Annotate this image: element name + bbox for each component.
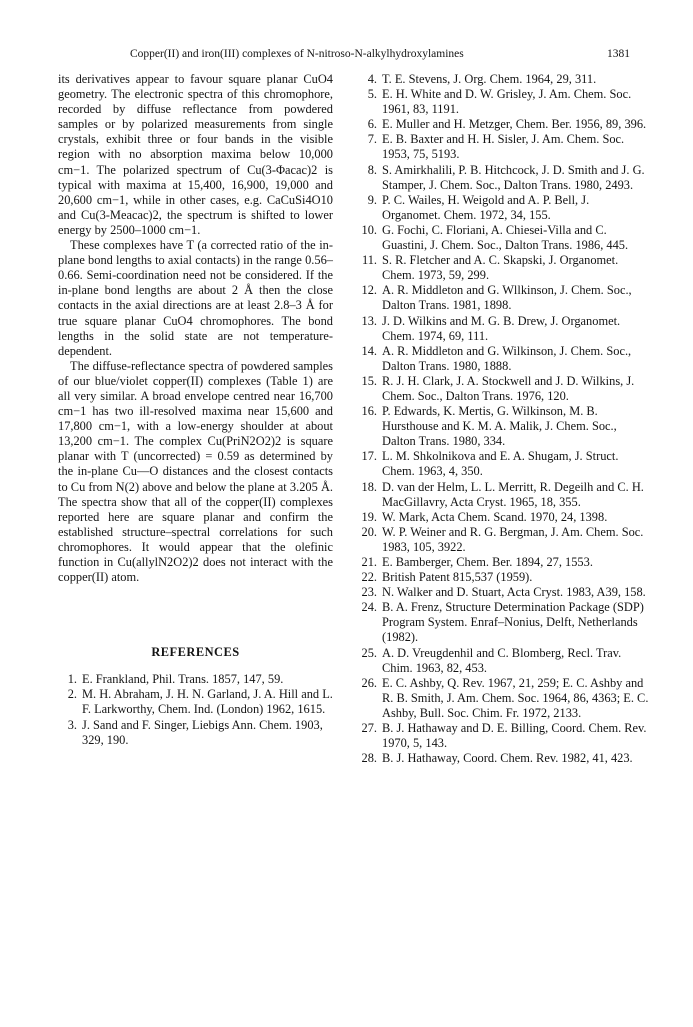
reference-item (358, 676, 650, 721)
reference-item (358, 600, 650, 645)
reference-item (358, 404, 650, 449)
reference-number: 21. (361, 555, 377, 569)
reference-text: W. P. Weiner and R. G. Bergman, J. Am. Chem. Soc. 1983, 105, 3922. (382, 524, 644, 554)
reference-number: 16. (361, 404, 377, 419)
reference-item (58, 687, 333, 717)
page-number: 1381 (607, 48, 630, 60)
reference-number: 11. (361, 253, 377, 268)
running-title: Copper(II) and iron(III) complexes of N-nitroso-N-alkylhydroxylamines (130, 48, 464, 60)
reference-text: B. J. Hathaway and D. E. Billing, Coord. Chem. Rev. 1970, 5, 143. (382, 721, 647, 751)
reference-text: J. Sand and F. Singer, Liebigs Ann. Chem. 1903, 329, 190. (82, 717, 323, 747)
reference-number: 20. (361, 524, 377, 539)
reference-item (358, 283, 650, 313)
reference-number: 4. (367, 72, 377, 86)
reference-item (358, 163, 650, 193)
reference-text: B. J. Hathaway, Coord. Chem. Rev. 1982, 41, 423. (382, 751, 633, 766)
reference-text: A. R. Middleton and G. Wilkinson, J. Chem. Soc., Dalton Trans. 1980, 1888. (382, 343, 632, 373)
reference-number: 27. (361, 721, 377, 736)
reference-item (358, 585, 650, 600)
reference-number: 13. (361, 313, 377, 328)
reference-text: E. Frankland, Phil. Trans. 1857, 147, 59. (82, 672, 284, 687)
reference-text: E. B. Baxter and H. H. Sisler, J. Am. Chem. Soc. 1953, 75, 5193. (382, 132, 625, 162)
reference-number: 18. (361, 479, 377, 494)
reference-text: E. Bamberger, Chem. Ber. 1894, 27, 1553. (382, 555, 593, 569)
left-column (58, 72, 333, 748)
reference-number: 6. (367, 117, 377, 132)
reference-item (58, 718, 333, 748)
reference-item (358, 223, 650, 253)
reference-text: T. E. Stevens, J. Org. Chem. 1964, 29, 311. (382, 72, 597, 86)
references-list-left (58, 672, 333, 747)
reference-text: S. R. Fletcher and A. C. Skapski, J. Organomet. Chem. 1973, 59, 299. (382, 253, 619, 283)
reference-number: 26. (361, 675, 377, 690)
reference-item (358, 72, 650, 87)
reference-text: A. R. Middleton and G. Wllkinson, J. Chem. Soc., Dalton Trans. 1981, 1898. (382, 283, 632, 313)
reference-number: 12. (361, 283, 377, 298)
reference-item (358, 480, 650, 510)
reference-text: B. A. Frenz, Structure Determination Package (SDP) Program System. Enraf–Nonius, Delft, Netherlands (1982). (382, 600, 644, 645)
reference-number: 19. (361, 509, 377, 524)
reference-number: 25. (361, 645, 377, 660)
body-paragraph: The diffuse-reflectance spectra of powdered samples of our blue/violet copper(II) complexes (Table 1) are all very similar. A broad envelope centred near 16,700 cm−1 has two ill-resolved maxima near 15,600 and 17,800 cm−1, with a low-energy shoulder at about 13,200 cm−1. The complex Cu(PriN2O2)2 is square planar with T (uncorrected) = 0.59 as determined by the in-plane Cu—O distances and the closest contacts to Cu from N(2) above and below the plane at 3.205 Å. The spectra show that all of the copper(II) complexes reported here are square planar and confirm the established structure–spectral correlations for such chromophores. It would appear that the olefinic function in Cu(allylN2O2)2 does not interact with the copper(II) atom. (58, 358, 333, 585)
reference-number: 22. (361, 570, 377, 585)
reference-text: D. van der Helm, L. L. Merritt, R. Degeilh and C. H. MacGillavry, Acta Cryst. 1965, 18, 355. (382, 479, 644, 509)
reference-number: 1. (67, 672, 77, 687)
reference-item (358, 721, 650, 751)
reference-item (358, 510, 650, 525)
reference-item (358, 253, 650, 283)
reference-text: P. C. Wailes, H. Weigold and A. P. Bell, J. Organomet. Chem. 1972, 34, 155. (382, 192, 590, 222)
body-paragraph: These complexes have T (a corrected ratio of the in-plane bond lengths to axial contacts) in the range 0.56–0.66. Semi-coordination need not be considered. If the in-plane bond lengths are about 2 Å then the close contacts in the axial directions are at least 2.8–3 Å for true square planar CuO4 chromophores. The bond lengths in the solid state are not temperature-dependent. (58, 238, 333, 358)
reference-text: A. D. Vreugdenhil and C. Blomberg, Recl. Trav. Chim. 1963, 82, 453. (382, 645, 622, 675)
reference-text: L. M. Shkolnikova and E. A. Shugam, J. Struct. Chem. 1963, 4, 350. (382, 449, 619, 479)
reference-item (358, 344, 650, 374)
reference-number: 23. (361, 585, 377, 600)
reference-item (358, 193, 650, 223)
reference-item (358, 117, 650, 132)
references-list-right (358, 72, 650, 766)
reference-text: N. Walker and D. Stuart, Acta Cryst. 1983, A39, 158. (382, 585, 646, 600)
reference-number: 3. (67, 717, 77, 732)
reference-number: 17. (361, 449, 377, 464)
reference-number: 24. (361, 600, 377, 615)
reference-text: British Patent 815,537 (1959). (382, 570, 533, 585)
reference-number: 2. (67, 687, 77, 702)
reference-item (358, 555, 650, 570)
reference-number: 8. (367, 162, 377, 177)
reference-item (358, 525, 650, 555)
reference-item (58, 672, 333, 687)
reference-item (358, 314, 650, 344)
reference-item (358, 646, 650, 676)
body-paragraph: its derivatives appear to favour square planar CuO4 geometry. The electronic spectra of this chromophore, recorded by diffuse reflectance from powdered samples or by polarized measurements from single crystals, exhibit three or four bands in the visible region with no absorption maxima below 10,000 cm−1. The polarized spectrum of Cu(3-Φacac)2 is typical with maxima at 15,400, 16,900, 19,000 and 20,600 cm−1, while in other cases, e.g. CaCuSi4O10 and Cu(3-Meacac)2, the spectrum is shifted to lower energy by 2500–1000 cm−1. (58, 72, 333, 237)
reference-number: 7. (367, 132, 377, 147)
reference-text: M. H. Abraham, J. H. N. Garland, J. A. Hill and L. F. Larkworthy, Chem. Ind. (London) 1962, 1615. (82, 687, 333, 717)
references-heading: REFERENCES (151, 645, 240, 660)
reference-text: E. Muller and H. Metzger, Chem. Ber. 1956, 89, 396. (382, 117, 647, 132)
reference-item (358, 374, 650, 404)
reference-item (358, 449, 650, 479)
reference-text: P. Edwards, K. Mertis, G. Wilkinson, M. B. Hursthouse and K. M. A. Malik, J. Chem. Soc., Dalton Trans. 1980, 334. (382, 404, 617, 449)
reference-number: 9. (367, 192, 377, 207)
reference-text: E. C. Ashby, Q. Rev. 1967, 21, 259; E. C. Ashby and R. B. Smith, J. Am. Chem. Soc. 1964, 86, 4363; E. C. Ashby, Bull. Soc. Chim. Fr. 1972, 2133. (382, 675, 649, 720)
reference-number: 28. (361, 751, 377, 766)
reference-text: E. H. White and D. W. Grisley, J. Am. Chem. Soc. 1961, 83, 1191. (382, 87, 632, 117)
right-column (358, 72, 650, 766)
reference-number: 15. (361, 373, 377, 388)
reference-item (358, 751, 650, 766)
reference-text: R. J. H. Clark, J. A. Stockwell and J. D. Wilkins, J. Chem. Soc., Dalton Trans. 1976, 120. (382, 373, 635, 403)
reference-item (358, 132, 650, 162)
reference-number: 5. (367, 87, 377, 102)
reference-text: W. Mark, Acta Chem. Scand. 1970, 24, 1398. (382, 509, 608, 524)
reference-text: G. Fochi, C. Floriani, A. Chiesei-Villa and C. Guastini, J. Chem. Soc., Dalton Trans. 1986, 445. (382, 222, 629, 253)
reference-item (358, 570, 650, 585)
reference-number: 10. (361, 222, 377, 237)
reference-item (358, 87, 650, 117)
reference-text: J. D. Wilkins and M. G. B. Drew, J. Organomet. Chem. 1974, 69, 111. (382, 313, 621, 343)
reference-text: S. Amirkhalili, P. B. Hitchcock, J. D. Smith and J. G. Stamper, J. Chem. Soc., Dalton Trans. 1980, 2493. (382, 162, 645, 192)
reference-number: 14. (361, 343, 377, 358)
